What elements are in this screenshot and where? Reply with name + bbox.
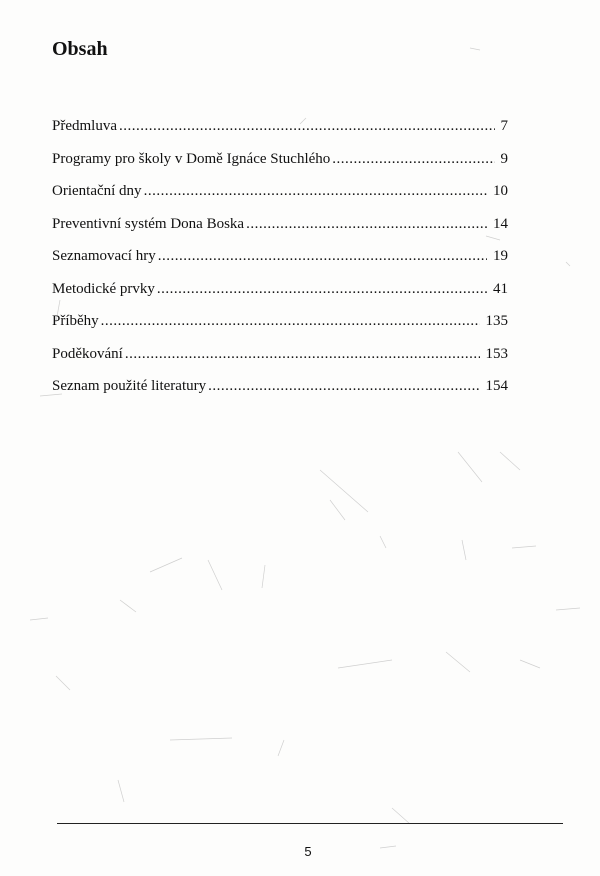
toc-entry-page: 153 [485,345,508,362]
toc-dot-leader [246,216,487,233]
toc-entry [52,378,508,411]
toc-entry [52,151,508,184]
toc-entry [52,313,508,346]
toc-entry [52,248,508,281]
toc-entry-label: Seznamovací hry [52,248,156,264]
toc-entry [52,183,508,216]
toc-dot-leader [158,248,487,265]
footer-divider [57,823,563,824]
toc-entry-page: 135 [485,313,508,329]
toc-entry-label: Programy pro školy v Domě Ignáce Stuchlého [52,150,331,167]
toc-entry-label: Metodické prvky [52,280,155,297]
toc-dot-leader [332,151,494,168]
toc-entry-label: Předmluva [52,118,117,134]
toc-entry-page: 154 [485,378,508,394]
toc-entry-label: Seznam použité literatury [52,378,207,394]
toc-entry-page: 9 [500,150,508,167]
toc-entry [52,216,508,249]
toc-entry-page: 10 [493,183,508,199]
toc-entry [52,281,508,314]
toc-entry [52,346,508,379]
toc-entry-label: Příběhy [52,313,99,329]
toc-entry-label: Orientační dny [52,183,142,199]
table-of-contents [52,118,508,411]
toc-dot-leader [208,378,479,395]
toc-dot-leader [119,118,495,135]
page-title: Obsah [52,38,108,60]
toc-entry-page: 7 [500,118,508,134]
toc-entry [52,118,508,151]
toc-dot-leader [125,346,480,363]
toc-entry-label: Poděkování [52,345,123,362]
toc-entry-label: Preventivní systém Dona Boska [52,215,245,232]
toc-entry-page: 41 [493,280,508,297]
toc-entry-page: 19 [493,248,508,264]
toc-dot-leader [144,183,487,200]
toc-entry-page: 14 [493,215,508,232]
page-number: 5 [304,844,312,859]
toc-dot-leader [157,281,487,298]
toc-dot-leader [101,313,480,330]
